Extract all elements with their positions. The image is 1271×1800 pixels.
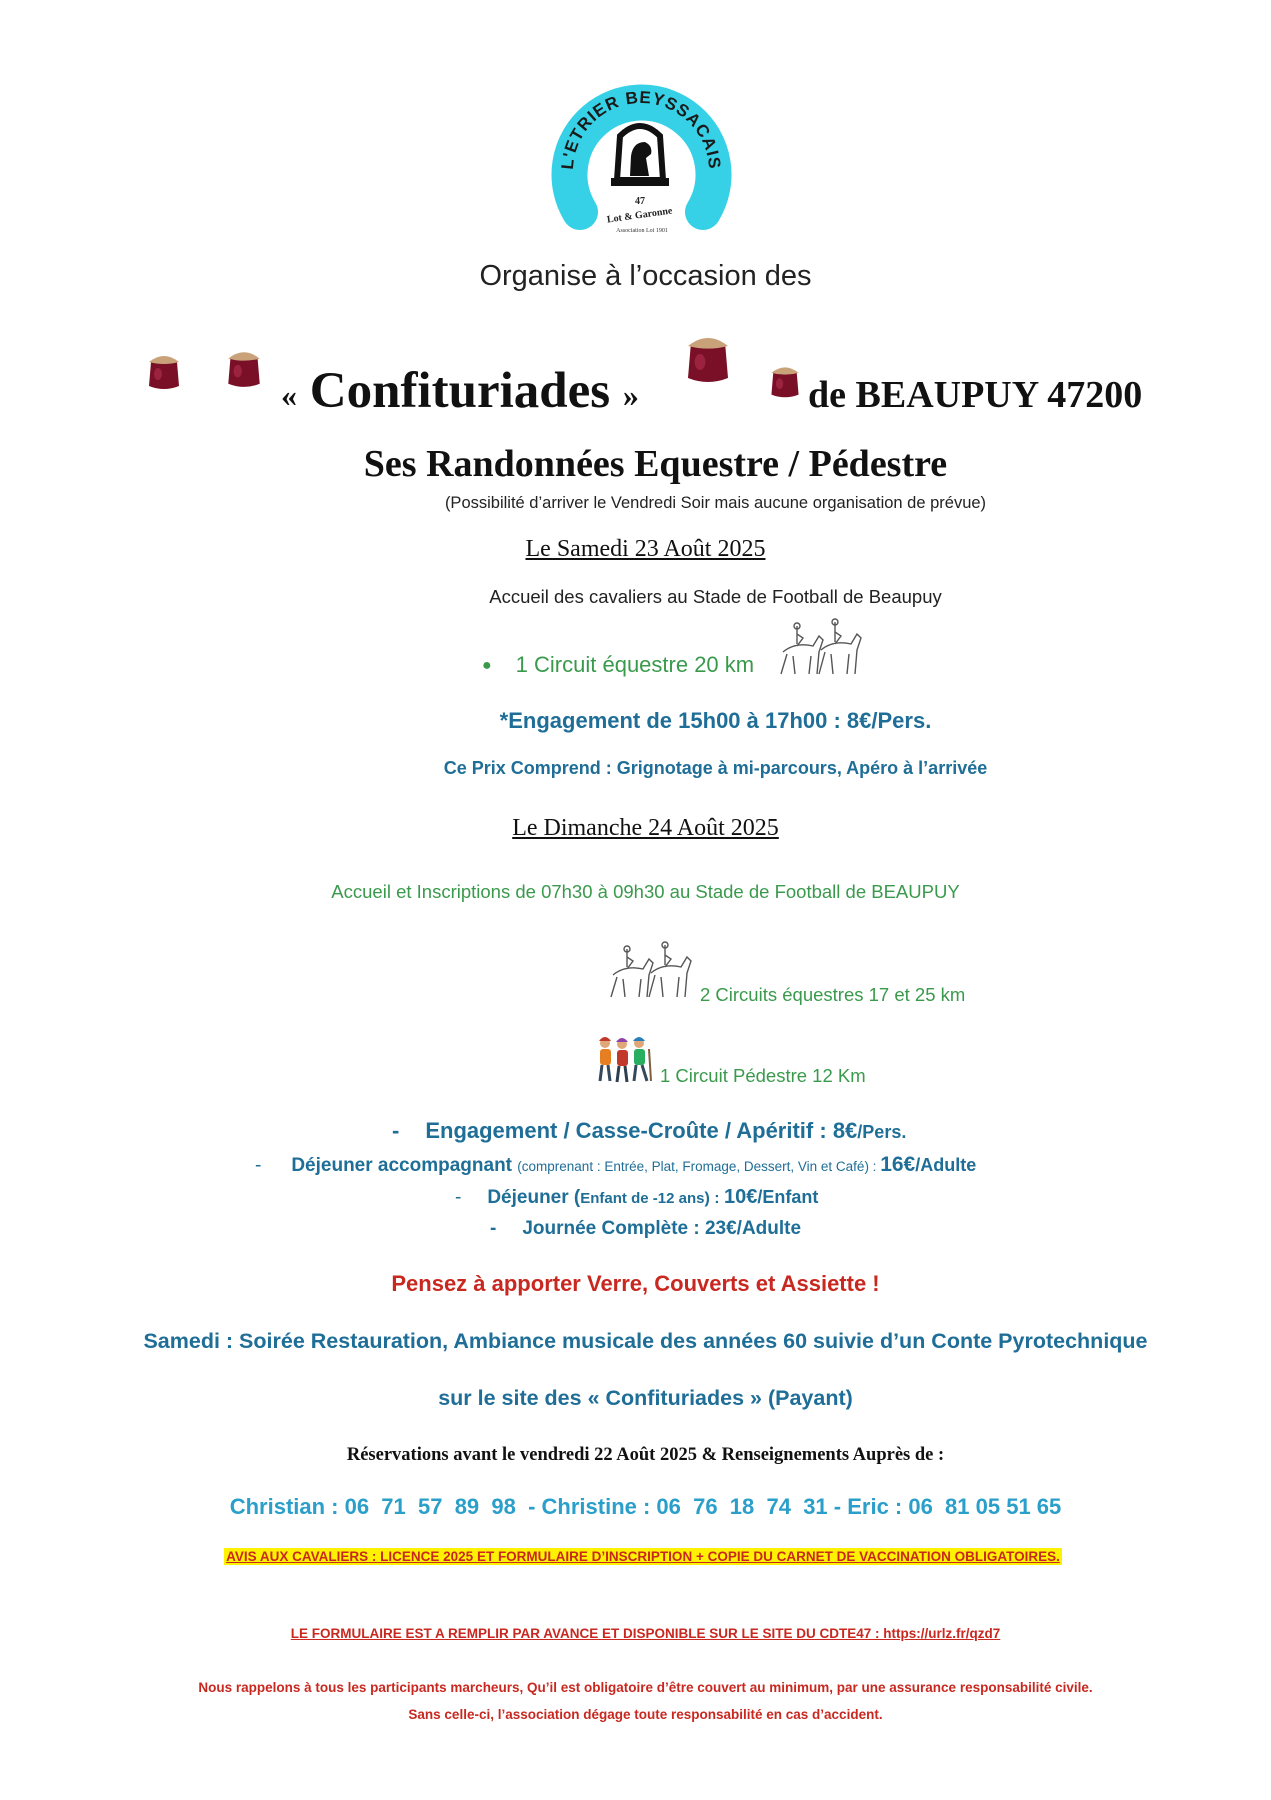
sunday-circuit-pedestre: 1 Circuit Pédestre 12 Km [660, 1065, 866, 1086]
jam-jar-icon [143, 350, 185, 397]
price-label: Engagement / Casse-Croûte / Apéritif : [425, 1118, 833, 1143]
reservations-text: Réservations avant le vendredi 22 Août 2025 & Renseignements Auprès de : [346, 1445, 945, 1465]
price-amount: 16€ [880, 1153, 916, 1176]
price-line-engagement [392, 1118, 906, 1144]
price-unit: /Enfant [757, 1187, 819, 1207]
logo-association: Association Loi 1901 [616, 228, 668, 234]
reminder-text: Pensez à apporter Verre, Couverts et Assiette ! [391, 1271, 880, 1296]
riders-sketch-icon [605, 935, 700, 1008]
logo-number: 47 [635, 196, 645, 207]
dash: - [392, 1118, 400, 1143]
jam-jar-icon [222, 346, 266, 395]
saturday-heading: Le Samedi 23 Août 2025 [525, 536, 766, 562]
saturday-engagement: *Engagement de 15h00 à 17h00 : 8€/Pers. [499, 708, 932, 733]
dash: - [255, 1155, 262, 1176]
insurance-line-1: Nous rappelons à tous les participants marcheurs, Qu’il est obligatoire d’être couvert au minimum, par une assurance responsabilité civile. [198, 1680, 1093, 1695]
hikers-icon [595, 1035, 655, 1090]
event-subtitle: Ses Randonnées Equestre / Pédestre [363, 443, 948, 485]
saturday-circuit-text: 1 Circuit équestre 20 km [515, 652, 755, 677]
price-label: Journée Complète : 23€/Adulte [522, 1218, 802, 1239]
saturday-circuit-item [482, 652, 754, 678]
arrival-note: (Possibilité d’arriver le Vendredi Soir mais aucune organisation de prévue) [444, 494, 987, 512]
price-amount: 8€ [832, 1118, 858, 1143]
event-place: de BEAUPUY 47200 [808, 374, 1143, 416]
insurance-line-2: Sans celle-ci, l’association dégage toute responsabilité en cas d’accident. [408, 1707, 883, 1722]
form-notice[interactable]: LE FORMULAIRE EST A REMPLIR PAR AVANCE ET DISPONIBLE SUR LE SITE DU CDTE47 : https://urlz.fr/qzd7 [290, 1626, 1001, 1641]
riders-notice-wrap [0, 1548, 1271, 1566]
sunday-welcome: Accueil et Inscriptions de 07h30 à 09h30 au Stade de Football de BEAUPUY [331, 881, 960, 902]
title-close-quote: » [622, 376, 639, 413]
bullet: ● [482, 657, 492, 675]
price-unit: /Pers. [857, 1122, 907, 1142]
jam-jar-icon [766, 362, 804, 405]
jam-jar-icon [680, 330, 736, 391]
price-line-dejeuner-accompagnant [255, 1153, 976, 1177]
stirrup-horse-icon [611, 126, 669, 186]
price-close: ) : [704, 1190, 724, 1207]
saturday-price-includes: Ce Prix Comprend : Grignotage à mi-parcours, Apéro à l’arrivée [443, 758, 988, 778]
association-logo [545, 72, 735, 242]
title-name: Confituriades [309, 363, 611, 419]
intro-text: Organise à l’occasion des [479, 260, 812, 292]
event-title [281, 362, 639, 420]
price-label: Déjeuner ( [487, 1187, 581, 1208]
dash: - [490, 1218, 497, 1239]
sunday-circuit-equestre: 2 Circuits équestres 17 et 25 km [700, 984, 966, 1005]
price-unit: /Adulte [915, 1155, 977, 1175]
riders-sketch-icon [775, 612, 870, 685]
logo-arc-text: L'ETRIER BEYSSACAIS [557, 87, 725, 171]
logo-region: Lot & Garonne [606, 205, 674, 226]
price-label: Déjeuner accompagnant [291, 1155, 512, 1176]
price-line-journee [490, 1218, 801, 1240]
evening-line-2: sur le site des « Confituriades » (Payant) [438, 1386, 853, 1410]
saturday-welcome: Accueil des cavaliers au Stade de Football de Beaupuy [489, 586, 942, 607]
evening-line-1: Samedi : Soirée Restauration, Ambiance musicale des années 60 suivie d’un Conte Pyrotechnique [143, 1329, 1148, 1353]
price-amount: 10€ [724, 1186, 758, 1208]
dash: - [455, 1187, 462, 1208]
price-detail: Enfant de -12 ans [580, 1190, 705, 1207]
riders-notice: AVIS AUX CAVALIERS : LICENCE 2025 ET FORMULAIRE D’INSCRIPTION + COPIE DU CARNET DE VACCINATION OBLIGATOIRES. [226, 1549, 1060, 1564]
price-line-dejeuner-enfant [455, 1186, 818, 1209]
sunday-heading: Le Dimanche 24 Août 2025 [512, 815, 779, 841]
contacts-text: Christian : 06 71 57 89 98 - Christine : 06 76 18 74 31 - Eric : 06 81 05 51 65 [229, 1494, 1062, 1519]
price-detail: (comprenant : Entrée, Plat, Fromage, Dessert, Vin et Café) : [517, 1159, 881, 1174]
title-open-quote: « [281, 376, 297, 413]
